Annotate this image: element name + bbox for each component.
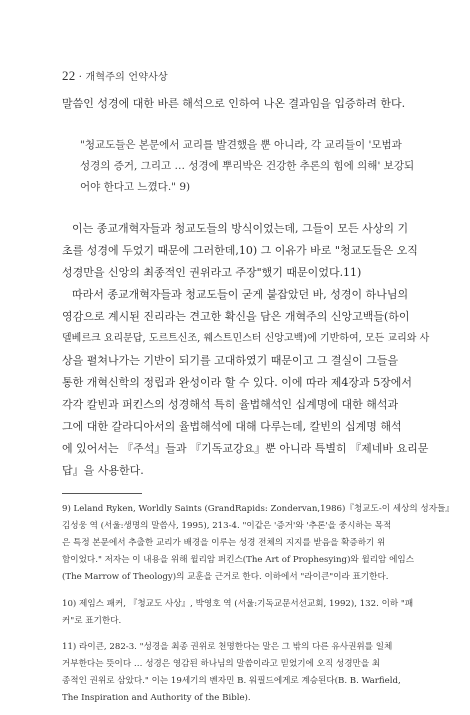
footnote-line: 은 특정 본문에서 추출한 교리가 배경을 이루는 성경 전체의 지지를 받음을 확증하기 위	[62, 538, 386, 548]
footnote-line: 9) Leland Ryken, Worldly Saints (GrandRapids: Zondervan,1986)『청교도-이 세상의 성자들』	[62, 504, 454, 514]
paragraph-line: 성경만을 신앙의 최종적인 권위라고 주장"했기 때문이었다.11)	[62, 266, 362, 279]
footnote-line: 함이었다." 저자는 이 내용을 위해 윌리암 퍼킨스(The Art of Prophesying)와 윌리암 에임스	[62, 555, 414, 565]
footnote-line: 김성웅 역 (서울:생명의 말씀사, 1995), 213-4. "이같은 '증거'와 '추론'을 중시하는 목적	[62, 521, 392, 531]
footnote-line: 종적인 권위로 삼았다." 이는 19세기의 벤자민 B. 워필드에게로 계승된다(B. B. Warfield,	[62, 676, 401, 686]
paragraph-line: 이는 종교개혁자들과 청교도들의 방식이었는데, 그들이 모든 사상의 기	[72, 222, 409, 235]
paragraph-line: 에 있어서는 『주석』들과 『기독교강요』뿐 아니라 특별히 『제네바 요리문	[62, 442, 429, 455]
paragraph-line: 통한 개혁신학의 정립과 완성이라 할 수 있다. 이에 따라 제4장과 5장에서	[62, 376, 412, 389]
quote-line: "청교도들은 본문에서 교리를 발견했을 뿐 아니라, 각 교리들이 '모범과	[80, 139, 402, 151]
paragraph-line: 따라서 종교개혁자들과 청교도들이 굳게 붙잡았던 바, 성경이 하나님의	[72, 288, 409, 301]
running-title: · 개혁주의 언약사상	[78, 72, 168, 83]
quote-line: 성경의 증거, 그리고 … 성경에 뿌리박은 건강한 추론의 힘에 의해' 보강되	[80, 160, 415, 172]
footnote-line: (The Marrow of Theology)의 교훈을 근거로 한다. 이하에서 "라이큰"이라 표기한다.	[62, 572, 389, 582]
paragraph-line: 답』을 사용한다.	[62, 464, 144, 477]
paragraph-line: 상을 펼쳐나가는 기반이 되기를 고대하였기 때문이고 그 결실이 그들을	[62, 354, 399, 367]
paragraph-line: 델베르크 요리문답, 도르트신조, 웨스트민스터 신앙고백)에 기반하여, 모든 교리와 사	[62, 333, 430, 344]
footnote-line: 커"로 표기한다.	[62, 616, 122, 626]
paragraph-line: 영감으로 계시된 진리라는 견고한 확신을 담은 개혁주의 신앙고백들(하이	[62, 310, 410, 323]
paragraph-line: 각각 칼빈과 퍼킨스의 성경해석 특히 율법해석인 십계명에 대한 해석과	[62, 398, 399, 411]
running-header	[62, 68, 168, 84]
page-number: 22	[62, 68, 76, 83]
footnote-line: 10) 제임스 패커, 『청교도 사상』, 박영호 역 (서울:기독교문서선교회, 1992), 132. 이하 "패	[62, 599, 414, 609]
footnote-divider	[62, 493, 142, 494]
paragraph-line: 초를 성경에 두었기 때문에 그러한데,10) 그 이유가 바로 "청교도들은 오직	[62, 244, 418, 257]
quote-line: 어야 한다고 느꼈다." 9)	[80, 181, 191, 193]
footnote-line: 거부한다는 뜻이다 … 성경은 영감된 하나님의 말씀이라고 믿었기에 오직 성경만을 최	[62, 659, 381, 669]
footnote-line: 11) 라이큰, 282-3. "성경을 최종 권위로 천명한다는 말은 그 밖의 다른 유사권위를 일체	[62, 642, 393, 652]
body-line-intro: 말씀인 성경에 대한 바른 해석으로 인하여 나온 결과임을 입증하려 한다.	[62, 97, 406, 110]
paragraph-line: 그에 대한 갈라디아서의 율법해석에 대해 다루는데, 칼빈의 십계명 해석	[62, 420, 402, 433]
footnote-line: The Inspiration and Authority of the Bible).	[62, 693, 251, 703]
